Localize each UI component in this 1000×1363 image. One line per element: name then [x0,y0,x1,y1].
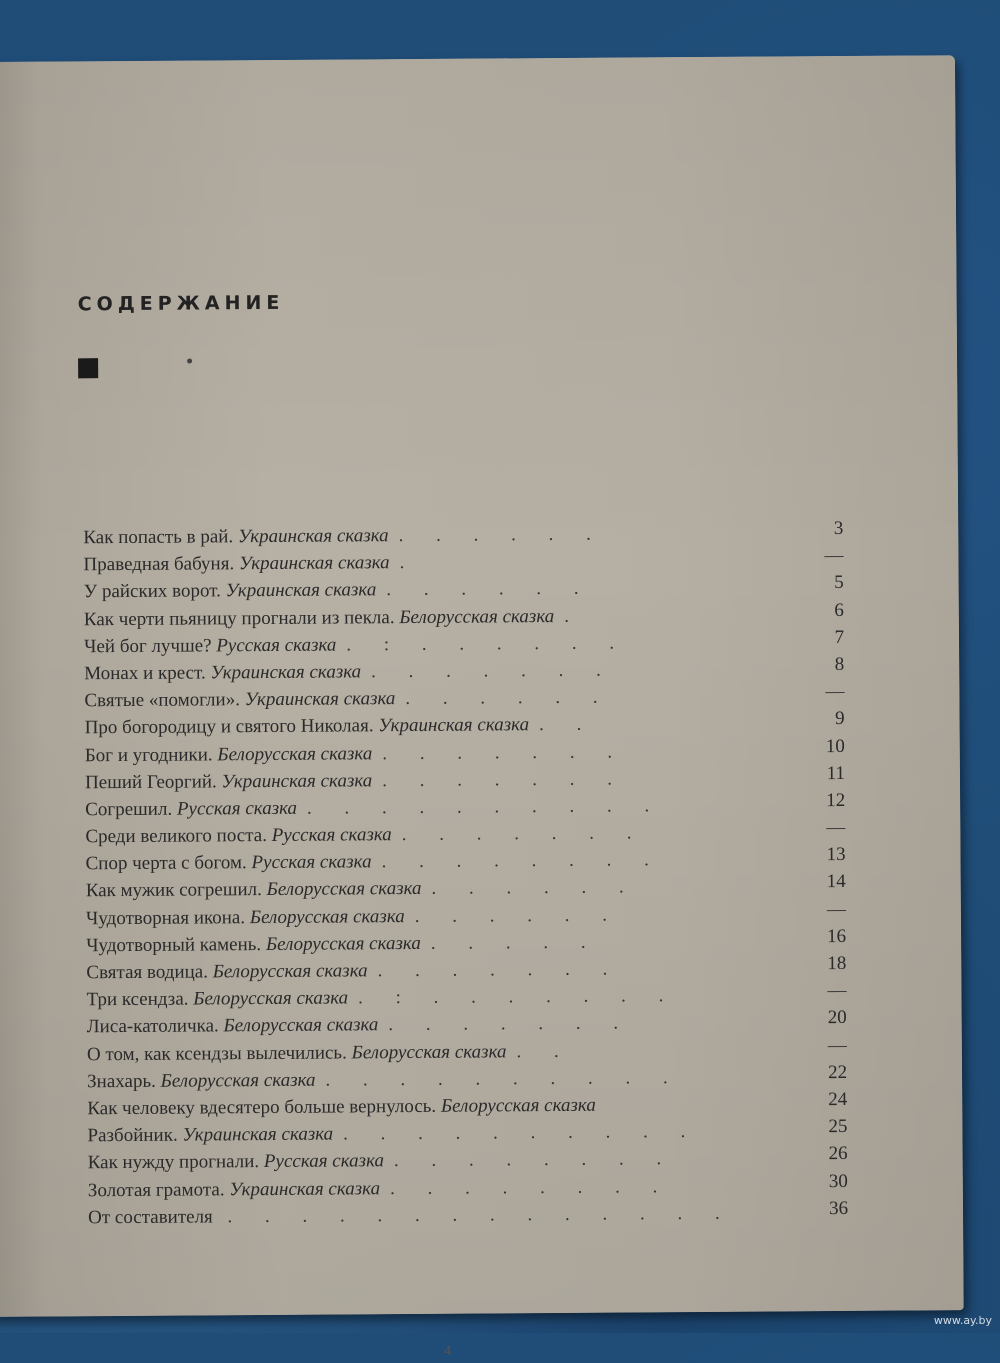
toc-entry-title-line [85,822,645,848]
toc-entry-subtitle: Белорусская сказка [213,960,368,982]
toc-entry-page: 20 [787,1007,847,1029]
toc-entry-title-line [85,714,596,740]
toc-entry-title: Пеший Георгий. [85,771,217,793]
toc-entry-subtitle: Украинская сказка [229,1178,380,1200]
toc-entry-title-line [84,660,615,686]
toc-entry-title: Как нужду прогнали. [88,1151,260,1173]
toc-entry-page: 3 [783,518,843,540]
toc-entry-leader: . . . . . . [431,877,637,899]
toc-entry-subtitle: Русская сказка [177,798,297,820]
toc-entry-subtitle: Белорусская сказка [193,988,348,1010]
toc-entry-page: — [786,899,846,921]
toc-entry-title-line [86,850,663,876]
toc-entry-page: 22 [787,1062,847,1084]
toc-entry-page: — [784,681,844,703]
toc-entry-page: 9 [785,708,845,730]
toc-entry-title-line [87,1121,699,1147]
toc-entry-leader: . . . . . . [386,578,592,600]
toc-entry-page: 18 [786,953,846,975]
toc-entry-subtitle: Белорусская сказка [223,1015,378,1037]
toc-entry-title: Три ксендза. [86,989,188,1011]
toc-entry-title-line [87,1013,633,1039]
toc-entry-title-line [87,1067,682,1093]
toc-entry-subtitle: Русская сказка [251,852,371,874]
toc-entry-title-line [84,632,628,658]
toc-entry-subtitle: Украинская сказка [210,661,361,683]
toc-entry-leader: . [564,605,583,626]
toc-entry-leader: . . . . . . [399,524,605,546]
toc-entry-title: О том, как ксендзы вылечились. [87,1042,347,1065]
toc-entry [88,1198,848,1230]
toc-entry-subtitle: Русская сказка [216,634,336,656]
toc-entry-subtitle: Белорусская сказка [266,933,421,955]
toc-entry-title: Как попасть в рай. [83,526,233,548]
toc-entry-title: Золотая грамота. [88,1179,225,1201]
toc-entry-subtitle: Белорусская сказка [267,878,422,900]
toc-entry-page: 12 [785,790,845,812]
toc-entry-title: Чудотворный камень. [86,934,261,956]
toc-entry-subtitle: Белорусская сказка [217,743,372,765]
toc-entry-title: Как человеку вдесятеро больше вернулось. [87,1096,436,1119]
toc-entry-page: 8 [784,654,844,676]
toc-entry-title-line [83,552,418,576]
toc-entry-title-line [84,605,583,630]
toc-entry-page: 16 [786,926,846,948]
site-watermark: www.ay.by [934,1314,992,1327]
toc-entry-title-line [83,524,605,550]
paper-speck [187,359,192,364]
toc-entry-title-line [84,578,593,604]
toc-entry-subtitle: Белорусская сказка [441,1095,596,1117]
toc-entry-subtitle: Украинская сказка [221,770,372,792]
toc-entry-page: 30 [788,1170,848,1192]
toc-entry-title: Святые «помогли». [84,689,240,711]
toc-entry-title: Святая водица. [86,961,208,983]
toc-entry-title: Как черти пьяницу прогнали из пекла. [84,607,395,630]
toc-entry-page: 26 [788,1143,848,1165]
toc-entry-page: — [783,545,843,567]
toc-entry-leader: . . [516,1040,572,1061]
toc-entry-leader: . . . . . . . [378,959,622,982]
toc-entry-page: — [787,1035,847,1057]
toc-entry-leader: . : . . . . . . [346,632,628,655]
toc-entry-title: Лиса-католичка. [87,1016,219,1038]
page-heading: СОДЕРЖАНИЕ [78,292,285,315]
toc-entry-page: 24 [787,1089,847,1111]
toc-entry-title-line [86,932,600,958]
toc-entry-leader: . . [539,714,595,735]
toc-entry-title-line [85,795,663,821]
toc-entry-title: Как мужик согрешил. [86,879,262,901]
toc-entry-leader: . . . . . . . [382,768,626,791]
toc-entry-title-line [88,1202,734,1229]
toc-entry-title-line [85,741,626,767]
toc-entry-subtitle: Украинская сказка [245,688,396,710]
toc-entry-page: 10 [785,735,845,757]
toc-entry-leader: . : . . . . . . . [358,985,677,1008]
toc-entry-title: Монах и крест. [84,662,206,684]
toc-entry-subtitle: Русская сказка [272,824,392,846]
toc-entry-leader: . . . . . . . . . . [307,795,663,818]
toc-entry-page: 11 [785,763,845,785]
book-page [0,55,964,1317]
page-footer-mark: 4 [444,1344,451,1360]
toc-entry-title: Бог и угодники. [85,744,213,766]
toc-entry-leader: . . . . . . . [402,822,646,845]
toc-entry-page: 13 [785,844,845,866]
toc-entry-subtitle: Украинская сказка [239,552,390,574]
toc-entry-title-line [85,768,626,794]
toc-entry-title-line [86,985,677,1011]
toc-entry-title: Чудотворная икона. [86,907,245,929]
toc-entry-leader: . . . . . . [415,904,621,926]
toc-entry-leader: . . . . . . . [371,660,615,683]
toc-entry-subtitle: Украинская сказка [378,714,529,736]
toc-entry-title: Согрешил. [85,799,172,821]
toc-entry-title: Праведная бабуня. [83,553,234,575]
toc-entry-title-line [84,687,611,713]
toc-entry-leader: . . . . . . . . [390,1176,671,1199]
toc-entry-leader: . . . . . . . . [394,1148,675,1171]
toc-entry-subtitle: Белорусская сказка [351,1041,506,1063]
toc-entry-leader: . . . . . . . . . . . . . . [227,1202,733,1227]
toc-entry-page: 14 [786,871,846,893]
toc-entry-title: От составителя [88,1206,213,1228]
toc-entry-title-line [88,1176,672,1202]
toc-entry-subtitle: Белорусская сказка [161,1069,316,1091]
table-of-contents [83,518,848,1230]
decorative-square [78,358,98,378]
toc-entry-subtitle: Русская сказка [264,1151,384,1173]
toc-entry-page: — [785,817,845,839]
toc-entry-leader: . . . . . . . . . . [343,1121,699,1144]
toc-entry-title-line [88,1148,676,1174]
toc-entry-subtitle: Украинская сказка [238,525,389,547]
toc-entry-subtitle: Украинская сказка [225,580,376,602]
toc-entry-title-line [86,877,638,903]
toc-entry-page: 5 [784,572,844,594]
toc-entry-title: У райских ворот. [84,581,221,603]
toc-entry-title: Чей бог лучше? [84,635,212,657]
toc-entry-page: 6 [784,600,844,622]
toc-entry-title: Знахарь. [87,1071,156,1092]
toc-entry-subtitle: Украинская сказка [182,1124,333,1146]
toc-entry-title-line [87,1040,573,1065]
toc-entry-page: 7 [784,627,844,649]
toc-entry-title-line [86,959,621,985]
toc-entry-leader: . [400,552,419,573]
toc-entry-title: Спор черта с богом. [86,852,247,874]
toc-entry-subtitle: Белорусская сказка [399,606,554,628]
toc-entry-subtitle: Белорусская сказка [250,906,405,928]
toc-entry-title: Среди великого поста. [85,825,267,847]
toc-entry-title: Про богородицу и святого Николая. [85,716,374,739]
toc-entry-leader: . . . . . . . [382,741,626,764]
toc-entry-title-line [87,1095,606,1121]
toc-entry-title-line [86,904,621,930]
toc-entry-leader: . . . . . [431,932,600,954]
toc-entry-leader: . . . . . . . . [381,850,662,873]
toc-entry-title: Разбойник. [87,1125,177,1147]
toc-entry-page: 25 [787,1116,847,1138]
toc-entry-leader: . . . . . . . . . . [325,1067,681,1090]
toc-entry-page: 36 [788,1198,848,1220]
toc-entry-leader: . . . . . . [405,687,611,709]
toc-entry-page: — [786,980,846,1002]
toc-entry-leader: . . . . . . . [388,1013,632,1036]
